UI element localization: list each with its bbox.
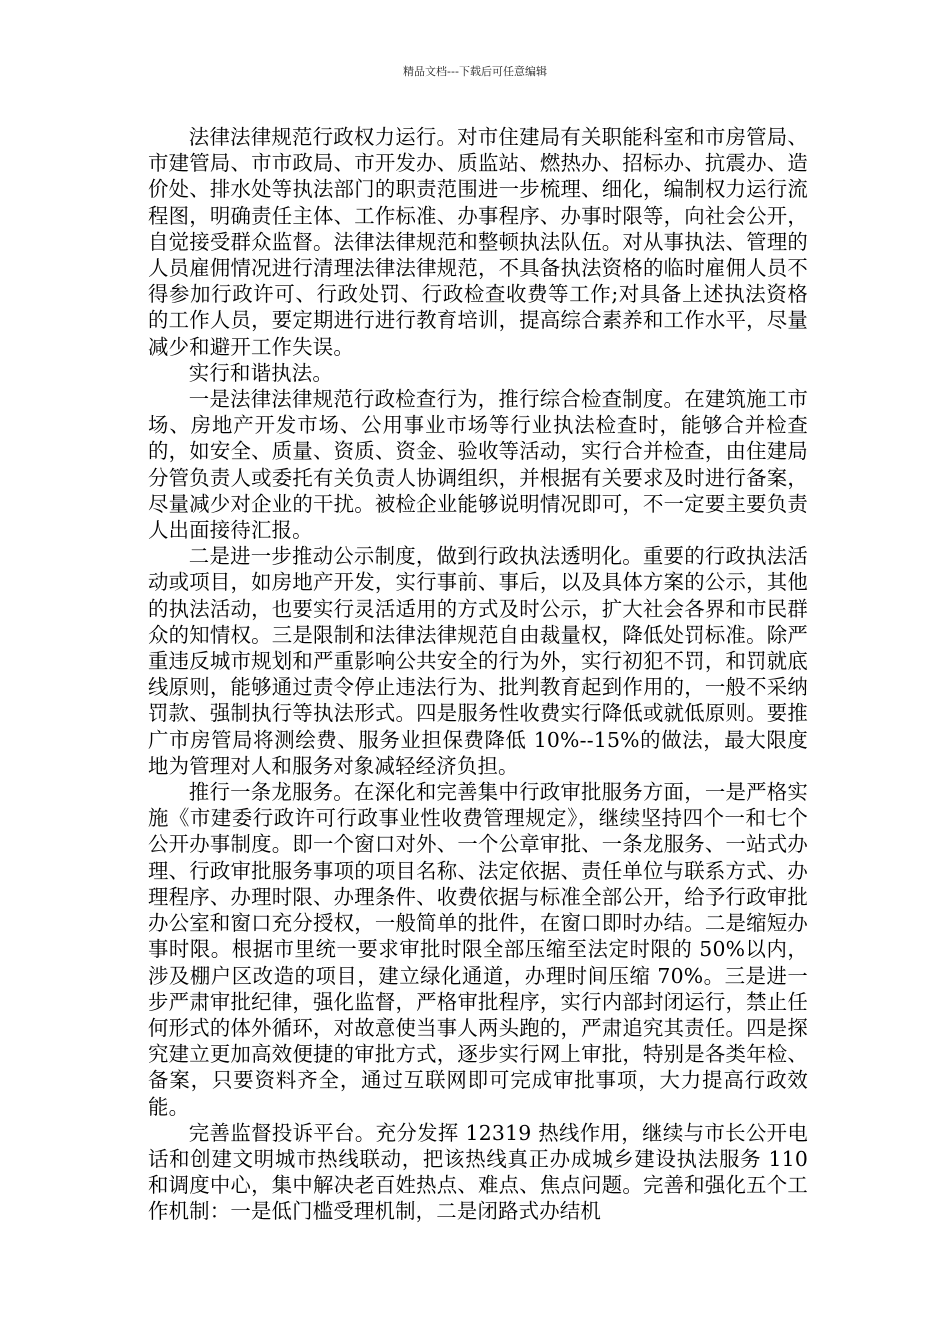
document-body bbox=[148, 124, 808, 1225]
paragraph: 完善监督投诉平台。充分发挥 12319 热线作用，继续与市长公开电话和创建文明城市热线联动，把该热线真正办成城乡建设执法服务 110 和调度中心，集中解决老百姓热点、难点、焦点问题。完善和强化五个工作机制：一是低门槛受理机制，二是闭路式办结机 bbox=[148, 1120, 808, 1224]
page-header: 精品文档---下载后可任意编辑 bbox=[403, 65, 547, 78]
paragraph: 一是法律法律规范行政检查行为，推行综合检查制度。在建筑施工市场、房地产开发市场、公用事业市场等行业执法检查时，能够合并检查的，如安全、质量、资质、资金、验收等活动，实行合并检查，由住建局分管负责人或委托有关负责人协调组织，并根据有关要求及时进行备案，尽量减少对企业的干扰。被检企业能够说明情况即可，不一定要主要负责人出面接待汇报。 bbox=[148, 387, 808, 543]
paragraph: 二是进一步推动公示制度，做到行政执法透明化。重要的行政执法活动或项目，如房地产开发，实行事前、事后，以及具体方案的公示，其他的执法活动，也要实行灵活适用的方式及时公示，扩大社会各界和市民群众的知情权。三是限制和法律法律规范自由裁量权，降低处罚标准。除严重违反城市规划和严重影响公共安全的行为外，实行初犯不罚，和罚就底线原则，能够通过责令停止违法行为、批判教育起到作用的，一般不采纳罚款、强制执行等执法形式。四是服务性收费实行降低或就低原则。要推广市房管局将测绘费、服务业担保费降低 10%--15%的做法，最大限度地为管理对人和服务对象减轻经济负担。 bbox=[148, 544, 808, 778]
paragraph: 实行和谐执法。 bbox=[188, 360, 333, 385]
paragraph: 推行一条龙服务。在深化和完善集中行政审批服务方面，一是严格实施《市建委行政许可行政事业性收费管理规定》，继续坚持四个一和七个公开办事制度。即一个窗口对外、一个公章审批、一条龙服务、一站式办理、行政审批服务事项的项目名称、法定依据、责任单位与联系方式、办理程序、办理时限、办理条件、收费依据与标准全部公开，给予行政审批办公室和窗口充分授权，一般简单的批件，在窗口即时办结。二是缩短办事时限。根据市里统一要求审批时限全部压缩至法定时限的 50%以内，涉及棚户区改造的项目，建立绿化通道，办理时间压缩 70%。三是进一步严肃审批纪律，强化监督，严格审批程序，实行内部封闭运行，禁止任何形式的体外循环，对故意使当事人两头跑的，严肃追究其责任。四是探究建立更加高效便捷的审批方式，逐步实行网上审批，特别是各类年检、备案，只要资料齐全，通过互联网即可完成审批事项，大力提高行政效能。 bbox=[148, 780, 808, 1119]
paragraph: 法律法律规范行政权力运行。对市住建局有关职能科室和市房管局、市建管局、市市政局、市开发办、质监站、燃热办、招标办、抗震办、造价处、排水处等执法部门的职责范围进一步梳理、细化，编制权力运行流程图，明确责任主体、工作标准、办事程序、办事时限等，向社会公开，自觉接受群众监督。法律法律规范和整顿执法队伍。对从事执法、管理的人员雇佣情况进行清理法律法律规范，不具备执法资格的临时雇佣人员不得参加行政许可、行政处罚、行政检查收费等工作;对具备上述执法资格的工作人员，要定期进行进行教育培训，提高综合素养和工作水平，尽量减少和避开工作失误。 bbox=[148, 125, 808, 359]
